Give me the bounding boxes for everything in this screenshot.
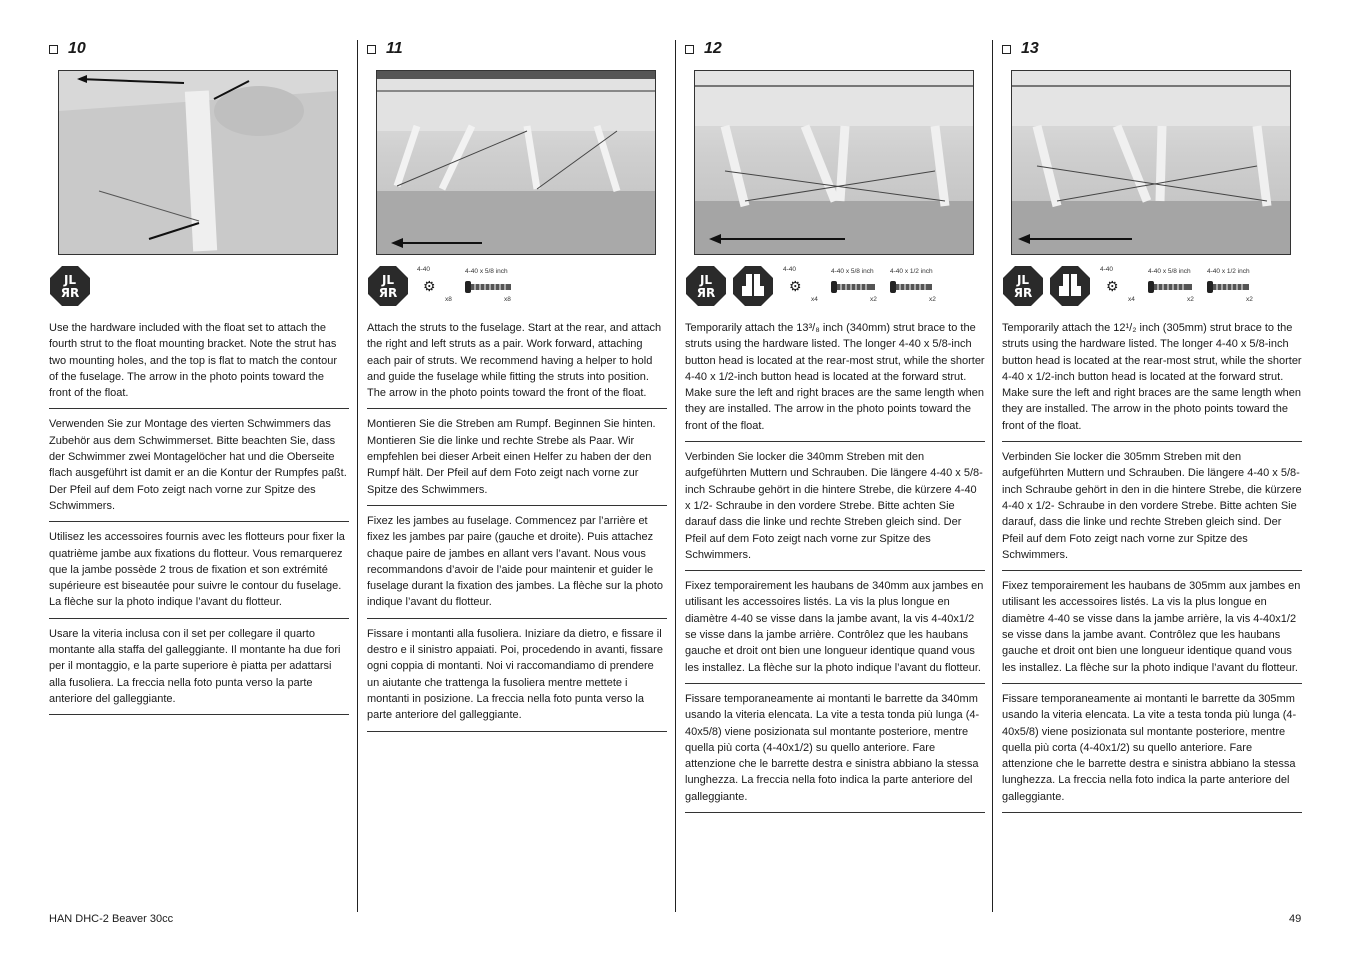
step-text — [367, 320, 667, 732]
step-photo — [58, 70, 338, 255]
screw-label: 4-40 x 5/8 inch — [831, 268, 874, 275]
screw-qty: x2 — [870, 296, 877, 303]
two-persons-icon — [1003, 266, 1043, 306]
icon-row — [685, 266, 985, 310]
paragraph-de: Verwenden Sie zur Montage des vierten Schwimmers das Zubehör aus dem Schwimmerset. Bitte beachten Sie, dass der Schwimmer zwei Montagelöcher hat und die Oberseite flach ausgeführt ist damit er an die Kontur der Rumpfes paßt. Der Pfeil auf dem Foto zeigt nach vorne zur Spitze des Schwimmers. — [49, 416, 349, 522]
svg-text:JL: JL — [63, 273, 77, 287]
screw-qty: x2 — [1246, 296, 1253, 303]
step-number: 10 — [68, 40, 86, 57]
paragraph-en: Temporarily attach the 12¹/₂ inch (305mm) strut brace to the struts using the hardware listed. The longer 4-40 x 5/8-inch button head is located at the rear-most strut, while the shorter 4-40 x 1/2-inch button head is located at the forward strut. Make sure the left and right braces are the same length when they are installed. The arrow in the photo points toward the front of the float. — [1002, 320, 1302, 442]
nut-icon: ⚙ — [789, 278, 802, 294]
column-divider — [992, 40, 993, 912]
step-photo — [694, 70, 974, 255]
paragraph-en: Attach the struts to the fuselage. Start at the rear, and attach the right and left struts as a pair. Work forward, attaching each pair of struts. We recommend having a helper to hold and guide the fuselage while fitting the struts into position. The arrow in the photo points toward the front of the float. — [367, 320, 667, 409]
screw-label: 4-40 x 5/8 inch — [1148, 268, 1191, 275]
checkbox-icon[interactable] — [1002, 45, 1011, 54]
paragraph-de: Verbinden Sie locker die 305mm Streben mit den aufgeführten Muttern und Schrauben. Die längere 4-40 x 5/8-inch Schraube gehört in den in die hintere Strebe, die kürzere 4-40 x 1/2- Schraube in den vordere Strebe. Bitte achten Sie darauf, dass die linke und rechte Streben gleich sind. Der Pfeil auf dem Foto zeigt nach vorne zur Spitze des Schwimmers. — [1002, 449, 1302, 571]
nut-qty: x4 — [1128, 296, 1135, 303]
screw-label: 4-40 x 5/8 inch — [465, 268, 508, 275]
hex-wrench-icon — [1050, 266, 1090, 306]
paragraph-it: Usare la viteria inclusa con il set per collegare il quarto montante alla staffa del galleggiante. Il montante ha due fori per il montaggio, e la parte superiore è piatta per adattarsi alla fusoliera. La freccia nella foto punta verso la parte anteriore del galleggiante. — [49, 626, 349, 715]
two-persons-icon — [50, 266, 90, 306]
nut-qty: x8 — [445, 296, 452, 303]
icon-row — [49, 266, 349, 310]
paragraph-fr: Fixez temporairement les haubans de 340mm aux jambes en utilisant les accessoires listés. La vis la plus longue en diamètre 4-40 se visse dans la jambe avant, la vis 4-40x1/2 se visse dans la jambe arrière. Contrôlez que les haubans gauche et droit ont bien une longueur identique quand vous les installez. La flèche sur la photo indique l’avant du flotteur. — [685, 578, 985, 684]
screw-icon — [890, 280, 934, 294]
paragraph-fr: Utilisez les accessoires fournis avec les flotteurs pour fixer la quatrième jambe aux fixations du flotteur. Vous remarquerez que la jambe possède 2 trous de fixation et son extrémité supérieure est biseautée pour suivre le contour du fuselage. La flèche sur la photo indique l’avant du flotteur. — [49, 529, 349, 618]
screw-label: 4-40 x 1/2 inch — [1207, 268, 1250, 275]
svg-text:ЯR: ЯR — [60, 286, 80, 300]
svg-text:JL: JL — [381, 273, 395, 287]
step-photo — [1011, 70, 1291, 255]
nut-label: 4-40 — [1100, 266, 1114, 273]
svg-text:ЯR: ЯR — [696, 286, 716, 300]
paragraph-it: Fissare temporaneamente ai montanti le barrette da 305mm usando la viteria elencata. La vite a testa tonda più lunga (4-40x5/8) viene posizionata sul montante posteriore, mentre quella più corta (4-40x1/2) su quello anteriore. Fare attenzione che le barrette destra e sinistra abbiano la stessa lunghezza. La freccia nella foto indica la parte anteriore del galleggiante. — [1002, 691, 1302, 813]
svg-text:JL: JL — [699, 273, 713, 287]
hex-wrench-icon — [733, 266, 773, 306]
step-number: 11 — [386, 40, 403, 57]
screw-icon — [465, 280, 513, 294]
step-text — [49, 320, 349, 715]
paragraph-it: Fissare i montanti alla fusoliera. Iniziare da dietro, e fissare il destro e il sinistro appaiati. Poi, procedendo in avanti, fissare ogni coppia di montanti. Noi vi raccomandiamo di prendere un aiutante che trattenga la fusoliera mentre mettete i montanti in posizione. La freccia nella foto punta verso la parte anteriore del galleggiante. — [367, 626, 667, 732]
icon-row — [1002, 266, 1302, 310]
page-number: 49 — [1289, 913, 1302, 925]
nut-icon: ⚙ — [423, 278, 436, 294]
screw-icon — [1207, 280, 1251, 294]
screw-qty: x2 — [929, 296, 936, 303]
nut-icon: ⚙ — [1106, 278, 1119, 294]
step-12 — [685, 38, 985, 803]
paragraph-de: Verbinden Sie locker die 340mm Streben mit den aufgeführten Muttern und Schrauben. Die längere 4-40 x 5/8-inch Schraube gehört in die hintere Strebe, die kürzere 4-40 x 1/2- Schraube in den vordere Strebe. Bitte achten Sie darauf dass die linke und rechte Streben gleich sind. Der Pfeil auf dem Foto zeigt nach vorne zur Spitze des Schwimmers. — [685, 449, 985, 571]
step-text — [1002, 320, 1302, 813]
two-persons-icon — [368, 266, 408, 306]
step-11 — [367, 38, 667, 722]
svg-text:JL: JL — [1016, 273, 1030, 287]
paragraph-fr: Fixez les jambes au fuselage. Commencez par l’arrière et fixez les jambes par paire (gauche et droite). Puis attachez chaque paire de jambes en allant vers l’avant. Nous vous recommandons d’avoir de l’aide pour maintenir et guider le fuselage durant la fixation des jambes. La flèche sur la photo indique l’avant du flotteur. — [367, 513, 667, 619]
svg-text:ЯR: ЯR — [1013, 286, 1033, 300]
step-13 — [1002, 38, 1302, 803]
step-text — [685, 320, 985, 813]
checkbox-icon[interactable] — [49, 45, 58, 54]
nut-qty: x4 — [811, 296, 818, 303]
screw-qty: x8 — [504, 296, 511, 303]
step-number: 12 — [704, 40, 722, 57]
step-number: 13 — [1021, 40, 1039, 57]
screw-icon — [831, 280, 877, 294]
checkbox-icon[interactable] — [367, 45, 376, 54]
two-persons-icon — [686, 266, 726, 306]
step-photo — [376, 70, 656, 255]
paragraph-it: Fissare temporaneamente ai montanti le barrette da 340mm usando la viteria elencata. La vite a testa tonda più lunga (4-40x5/8) viene posizionata sul montante posteriore, mentre quella più corta (4-40x1/2) su quello anteriore. Fare attenzione che le barrette destra e sinistra abbiano la stessa lunghezza. La freccia nella foto indica la parte anteriore del galleggiante. — [685, 691, 985, 813]
paragraph-de: Montieren Sie die Streben am Rumpf. Beginnen Sie hinten. Montieren Sie die linke und rechte Strebe als Paar. Wir empfehlen bei dieser Arbeit einen Helfer zu haben der den Rumpf hält. Der Pfeil auf dem Foto zeigt nach vorne zur Spitze des Schwimmers. — [367, 416, 667, 505]
screw-qty: x2 — [1187, 296, 1194, 303]
svg-text:ЯR: ЯR — [378, 286, 398, 300]
footer-title: HAN DHC-2 Beaver 30cc — [49, 913, 174, 925]
nut-label: 4-40 — [417, 266, 431, 273]
paragraph-fr: Fixez temporairement les haubans de 305mm aux jambes en utilisant les accessoires listés. La vis la plus longue en diamètre 4-40 se visse dans la jambe arrière, la vis 4-40x1/2 se visse dans la jambe avant. Contrôlez que les haubans gauche et droit ont bien une longueur identique quand vous les installez. La flèche sur la photo indique l’avant du flotteur. — [1002, 578, 1302, 684]
step-10 — [49, 38, 349, 705]
checkbox-icon[interactable] — [685, 45, 694, 54]
screw-label: 4-40 x 1/2 inch — [890, 268, 933, 275]
column-divider — [675, 40, 676, 912]
icon-row — [367, 266, 667, 310]
nut-label: 4-40 — [783, 266, 797, 273]
paragraph-en: Use the hardware included with the float set to attach the fourth strut to the float mounting bracket. Note the strut has two mounting holes, and the top is flat to match the contour of the fuselage. The arrow in the photo points toward the front of the float. — [49, 320, 349, 409]
column-divider — [357, 40, 358, 912]
paragraph-en: Temporarily attach the 13³/₈ inch (340mm) strut brace to the struts using the hardware listed. The longer 4-40 x 5/8-inch button head is located at the rear-most strut, while the shorter 4-40 x 1/2-inch button head is located at the forward strut. Make sure the left and right braces are the same length when they are installed. The arrow in the photo points toward the front of the float. — [685, 320, 985, 442]
screw-icon — [1148, 280, 1194, 294]
